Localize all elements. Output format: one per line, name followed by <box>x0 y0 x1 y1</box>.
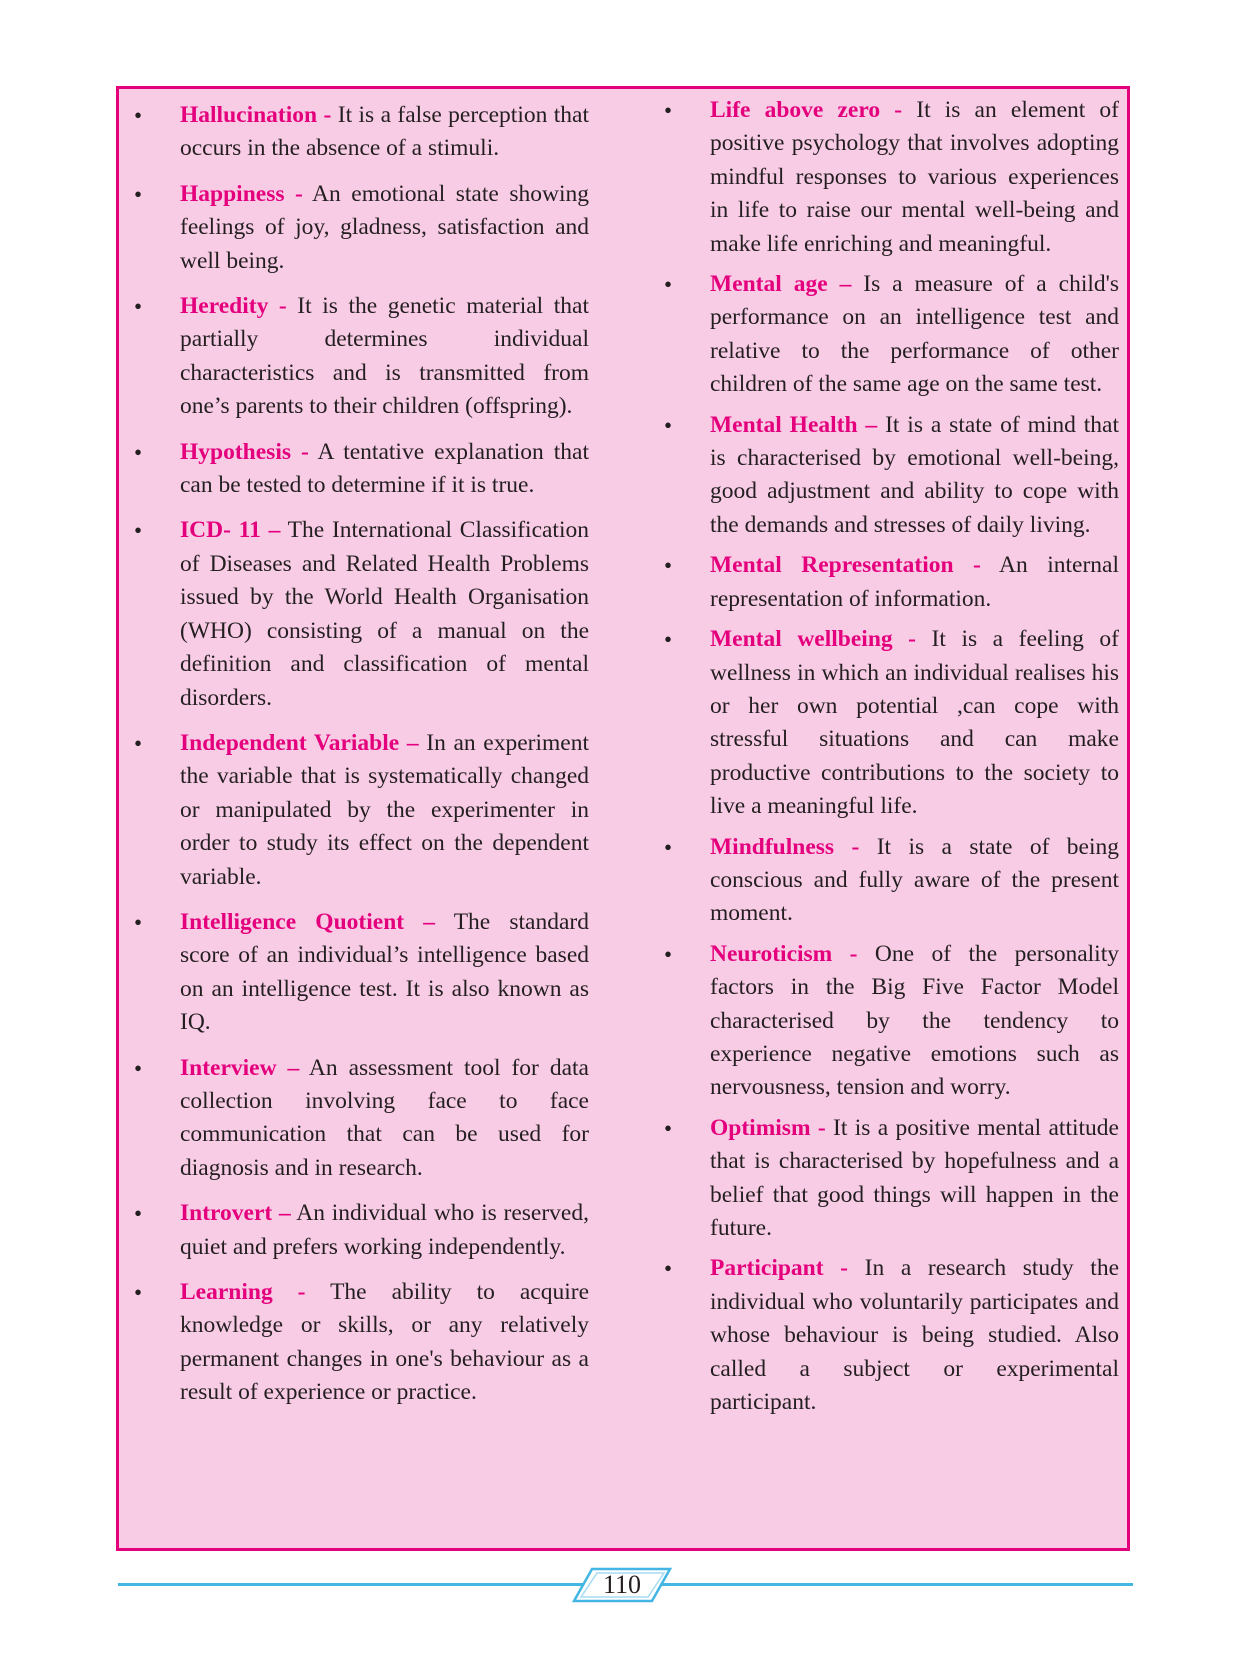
glossary-term: Happiness - <box>180 180 303 207</box>
glossary-entry <box>649 268 1119 402</box>
glossary-definition: The International Classification of Diseases and Related Health Problems issued by the World Health Organisation (WHO) consisting of a manual on the definition and classification of mental disorders. <box>180 517 589 711</box>
glossary-definition: The standard score of an individual’s intelligence based on an intelligence test. It is also known as IQ. <box>180 908 589 1036</box>
bullet-icon: • <box>664 1256 673 1282</box>
glossary-entry <box>649 623 1119 823</box>
bullet-icon: • <box>134 909 143 935</box>
glossary-term: Intelligence Quotient – <box>180 908 435 935</box>
glossary-definition: An emotional state showing feelings of joy, gladness, satisfaction and well being. <box>180 180 589 274</box>
glossary-term: Life above zero - <box>710 97 903 123</box>
glossary-definition: In an experiment the variable that is systematically changed or manipulated by the experimenter in order to study its effect on the dependent variable. <box>180 729 590 890</box>
bullet-icon: • <box>664 627 673 653</box>
glossary-box <box>116 86 1130 1551</box>
bullet-icon: • <box>134 1055 143 1081</box>
glossary-entry <box>119 727 589 894</box>
bullet-icon: • <box>134 1280 143 1305</box>
bullet-icon: • <box>664 98 673 123</box>
glossary-entry <box>119 906 589 1040</box>
glossary-definition: It is an element of positive psychology that involves adopting mindful responses to various experiences in life to raise our mental well-being and make life enriching and meaningful. <box>710 97 1119 257</box>
glossary-term: Hallucination - <box>180 102 332 128</box>
glossary-entry <box>119 1197 589 1264</box>
glossary-entry <box>649 1112 1119 1246</box>
glossary-entry <box>649 409 1119 543</box>
glossary-term: Mental Health – <box>710 411 878 438</box>
glossary-definition: Is a measure of a child's performance on an intelligence test and relative to the performance of other children of the same age on the same test. <box>710 271 1120 398</box>
glossary-term: Mental Representation - <box>710 552 981 579</box>
glossary-term: Mental age – <box>710 271 852 298</box>
bullet-icon: • <box>664 272 673 298</box>
glossary-entry <box>119 514 589 714</box>
glossary-definition: An assessment tool for data collection involving face to face communication that can be used for diagnosis and in research. <box>180 1054 589 1181</box>
glossary-term: Optimism - <box>710 1114 826 1141</box>
glossary-definition: An individual who is reserved, quiet and prefers working independently. <box>180 1200 589 1260</box>
bullet-icon: • <box>134 730 143 756</box>
glossary-entry <box>649 549 1119 616</box>
bullet-icon: • <box>134 103 143 128</box>
glossary-definition: The ability to acquire knowledge or skills, or any relatively permanent changes in one's behaviour as a result of experience or practice. <box>180 1279 589 1406</box>
glossary-right-column <box>649 89 1119 1426</box>
bullet-icon: • <box>134 1201 143 1227</box>
glossary-term: Independent Variable – <box>180 729 419 756</box>
glossary-term: Heredity - <box>180 293 287 320</box>
glossary-term: Learning - <box>180 1279 306 1305</box>
bullet-icon: • <box>664 553 673 579</box>
bullet-icon: • <box>664 834 673 860</box>
page-number: 110 <box>602 1570 642 1599</box>
glossary-definition: A tentative explanation that can be tested to determine if it is true. <box>180 438 589 499</box>
glossary-definition: One of the personality factors in the Big Five Factor Model characterised by the tendency to experience negative emotions such as nervousness, tension and worry. <box>710 940 1119 1101</box>
glossary-entry <box>119 178 589 278</box>
bullet-icon: • <box>664 1115 673 1141</box>
glossary-definition: It is a feeling of wellness in which an individual realises his or her own potential ,can cope with stressful situations and can make productive contributions to the society to live a meaningful life. <box>710 626 1120 820</box>
glossary-definition: In a research study the individual who voluntarily participates and whose behaviour is being studied. Also called a subject or experimental participant. <box>710 1255 1119 1416</box>
glossary-entry <box>119 436 589 503</box>
glossary-definition: It is a state of being conscious and fully aware of the present moment. <box>710 833 1120 927</box>
glossary-entry <box>119 1276 589 1410</box>
glossary-entry <box>649 831 1119 931</box>
glossary-definition: It is the genetic material that partially determines individual characteristics and is transmitted from one’s parents to their children (offspring). <box>180 293 589 420</box>
bullet-icon: • <box>134 294 143 320</box>
bullet-icon: • <box>134 518 143 544</box>
page-number-badge <box>572 1567 672 1603</box>
glossary-term: Participant - <box>710 1255 849 1282</box>
glossary-definition: It is a state of mind that is characterised by emotional well-being, good adjustment and ability to cope with the demands and stresses of daily living. <box>710 411 1119 538</box>
glossary-term: Introvert – <box>180 1200 291 1227</box>
glossary-entry <box>649 938 1119 1105</box>
bullet-icon: • <box>664 412 673 438</box>
glossary-term: ICD- 11 – <box>180 517 281 544</box>
glossary-definition: It is a false perception that occurs in the absence of a stimuli. <box>180 102 590 162</box>
glossary-term: Neuroticism - <box>710 940 858 967</box>
bullet-icon: • <box>664 941 673 967</box>
glossary-term: Mental wellbeing - <box>710 626 917 653</box>
glossary-definition: An internal representation of information. <box>710 552 1119 612</box>
glossary-term: Hypothesis - <box>180 438 309 465</box>
bullet-icon: • <box>134 439 143 465</box>
bullet-icon: • <box>134 181 143 207</box>
glossary-entry <box>119 99 589 166</box>
glossary-entry <box>119 1052 589 1186</box>
glossary-entry <box>649 1252 1119 1419</box>
glossary-left-column <box>119 89 589 1422</box>
glossary-entry <box>649 94 1119 261</box>
glossary-term: Interview – <box>180 1054 300 1081</box>
glossary-definition: It is a positive mental attitude that is characterised by hopefulness and a belief that good things will happen in the future. <box>710 1114 1119 1241</box>
glossary-entry <box>119 290 589 424</box>
glossary-term: Mindfulness - <box>710 833 860 860</box>
